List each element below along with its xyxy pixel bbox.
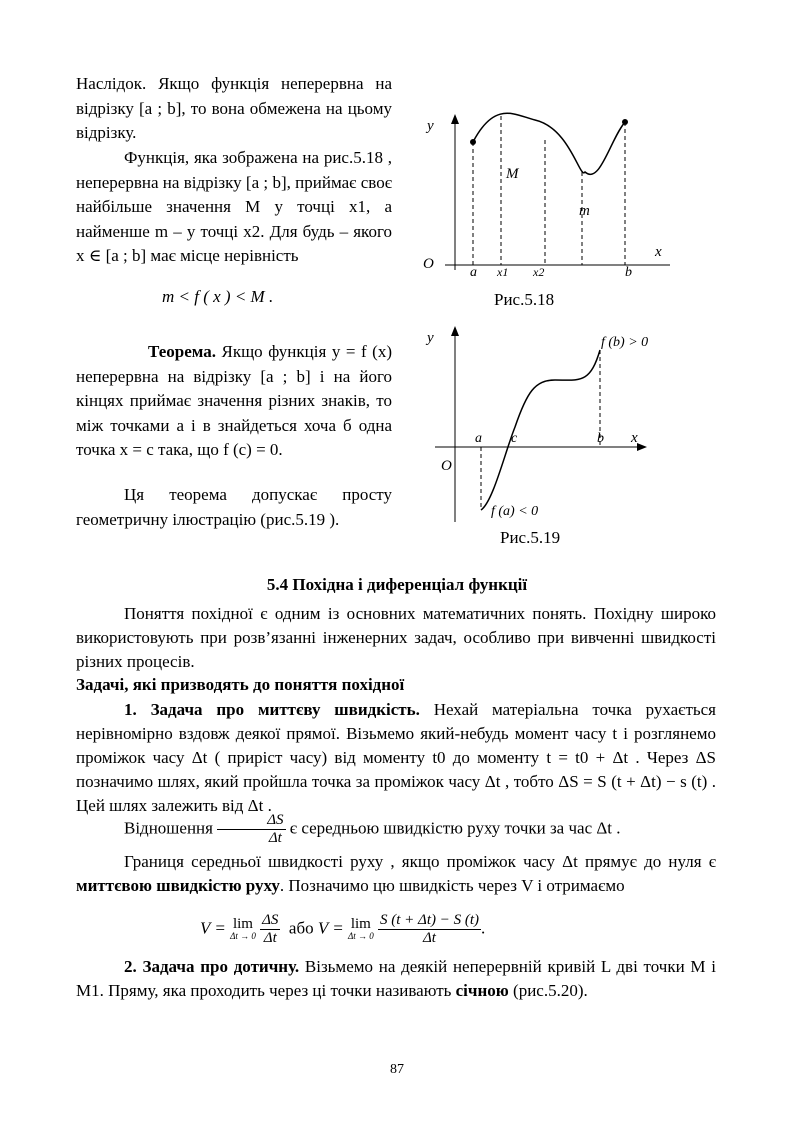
label-o: O (423, 256, 434, 272)
limit-bold: миттєвою швидкістю руху (76, 876, 280, 895)
inequality: m < f ( x ) < M . (162, 287, 274, 306)
task2-bold: січною (455, 981, 509, 1000)
task1-body: Нехай матеріальна точка рухається нерівномірно вздовж деякої прямої. Візьмемо який-небудь момент часу t і розглянемо проміжок часу Δt ( приріст часу) від моменту t0 до моменту t = t0 + Δt . Через ΔS позначимо шлях, який пройшла точка за проміжок часу Δt , тобто ΔS = S (t + Δt) − s (t) . Цей шлях залежить від Δt . (76, 700, 717, 815)
label-c: c (511, 431, 518, 446)
formula1-lim: lim Δt → 0 (230, 915, 256, 941)
ratio-post: є середньою швидкістю руху точки за час Δt . (289, 818, 621, 838)
velocity-formulas: V = lim Δt → 0 $\frac{\Delta S}{\Delta t}$ або V = lim Δt → 0 $\frac{S (t + \Delta t) - S (t)}{\Delta t}$ . (200, 912, 486, 946)
task1-head: 1. Задача про миттєву швидкість. (124, 700, 420, 719)
curve (473, 113, 625, 174)
or-word: або (288, 918, 314, 938)
ratio-pre: Відношення (124, 818, 213, 838)
label-b: b (625, 265, 632, 280)
label-x: x (655, 244, 662, 260)
function-text: Функція, яка зображена на рис.5.18 , неперервна на відрізку [a ; b], приймає своє найбільше значення M у точці x1, а найменше m – у точці x2. Для будь – якого x ∈ [a ; b] має місце нерівність (76, 148, 392, 265)
page-number: 87 (390, 1062, 404, 1077)
label-a: a (475, 431, 482, 446)
caption-5-18: Рис.5.18 (494, 290, 555, 309)
formula2-fraction: $\frac{S (t + \Delta t) - S (t)}{\Delta t}$ (379, 912, 480, 946)
caption-5-19: Рис.5.19 (500, 528, 561, 547)
function-paragraph (76, 146, 392, 269)
label-y: y (427, 118, 434, 134)
task2-text-a: Візьмемо на деякій неперервній кривій L дві точки M і M1. Пряму, яка проходить через ці точки називають (76, 957, 717, 1000)
task2-head: 2. Задача про дотичну. (124, 957, 300, 976)
task2-paragraph (76, 955, 716, 1003)
subheading: Задачі, які призводять до поняття похідної (76, 675, 405, 694)
section-title: 5.4 Похідна і диференціал функції (266, 575, 528, 594)
corollary-text: Наслідок. Якщо функція неперервна на відрізку [a ; b], то вона обмежена на цьому відрізку. (76, 74, 392, 142)
limit-text-a: Границя середньої швидкості руху , якщо проміжок часу Δt прямує до нуля є (124, 852, 716, 871)
label-y: y (427, 330, 434, 346)
corollary-paragraph (76, 72, 392, 146)
theorem-note-text: Ця теорема допускає просту геометричну ілюстрацію (рис.5.19 ). (76, 485, 392, 529)
intro-paragraph (76, 602, 716, 674)
y-axis-arrow (451, 326, 459, 336)
ratio-line (76, 812, 716, 847)
label-fa: f (a) < 0 (491, 504, 539, 519)
label-b: b (597, 431, 604, 446)
label-o: O (441, 458, 452, 474)
label-x: x (631, 430, 638, 446)
limit-text-b: . Позначимо цю швидкість через V і отримаємо (279, 876, 625, 895)
intro-text: Поняття похідної є одним із основних математичних понять. Похідну широко використовують при розв’язанні інженерних задач, особливо при вивченні швидкості різних процесів. (76, 604, 716, 671)
formula2-lhs: V = (317, 918, 344, 938)
label-a: a (470, 265, 477, 280)
task2-text-b: (рис.5.20). (513, 981, 588, 1000)
label-x2: x2 (533, 265, 545, 279)
ratio-fraction: $\frac{\Delta S}{\Delta t}$ (217, 812, 285, 847)
label-m: m (579, 203, 590, 219)
figure-5-19 (415, 322, 655, 527)
y-axis-arrow (451, 114, 459, 124)
limit-paragraph (76, 850, 716, 898)
label-x1: x1 (497, 265, 509, 279)
formula2-lim: lim Δt → 0 (347, 915, 374, 941)
x-axis-arrow (637, 443, 647, 451)
theorem-note (76, 483, 392, 532)
label-fb: f (b) > 0 (601, 335, 649, 350)
formula1-fraction: $\frac{\Delta S}{\Delta t}$ (262, 912, 279, 946)
label-M: M (506, 166, 519, 182)
formula1-lhs: V = (200, 918, 226, 938)
theorem-body: Якщо функція y = f (x) неперервна на відрізку [a ; b] і на його кінцях приймає значення різних знаків, то між точками a і в знайдеться хоча б одна точка x = c така, що f (c) = 0. (76, 342, 392, 459)
task1-paragraph (76, 698, 716, 818)
theorem-head: Теорема. (148, 342, 216, 361)
curve (481, 350, 600, 510)
theorem-paragraph (76, 340, 392, 463)
figure-5-18 (415, 110, 675, 290)
